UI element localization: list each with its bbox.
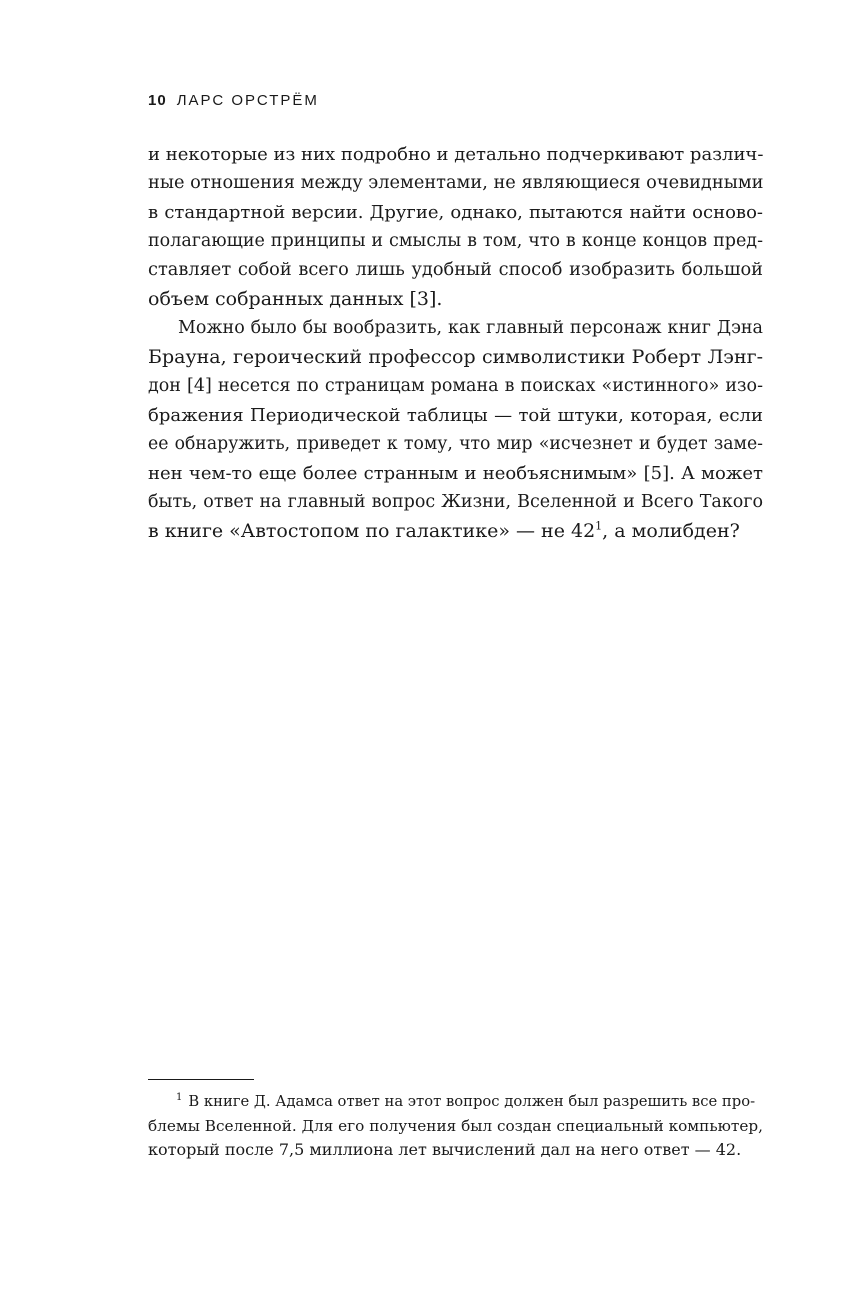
text-line: Можно было бы вообразить, как главный персонаж книг Дэна [178,318,763,338]
text-line: ее обнаружить, приведет к тому, что мир «исчезнет и будет заме- [148,434,763,454]
text-fragment: , а молибден? [602,520,740,542]
footnote [148,1090,763,1162]
text-line [148,517,763,546]
paragraph-1 [148,140,763,314]
footnote-text: В книге Д. Адамса ответ на этот вопрос должен был разрешить все про- [188,1093,756,1110]
text-line: в стандартной версии. Другие, однако, пытаются найти осново- [148,202,763,223]
text-line: нен чем-то еще более странным и необъяснимым» [5]. А может [148,463,763,484]
text-line: полагающие принципы и смыслы в том, что в конце концов пред- [148,231,763,251]
footnote-mark: 1 [176,1092,183,1104]
text-line: и некоторые из них подробно и детально подчеркивают различ- [148,144,764,165]
footnote-divider [148,1079,254,1080]
text-line: Брауна, героический профессор символистики Роберт Лэнг- [148,346,763,368]
footnote-line [148,1090,763,1114]
footnote-line: который после 7,5 миллиона лет вычислений дал на него ответ — 42. [148,1140,742,1159]
text-line: ставляет собой всего лишь удобный способ изобразить большой [148,260,763,280]
footnote-line: блемы Вселенной. Для его получения был создан специальный компьютер, [148,1117,763,1135]
paragraph-2 [148,314,763,546]
text-line: бражения Периодической таблицы — той штуки, которая, если [148,405,763,426]
page-number: 10 [148,92,167,109]
text-line: объем собранных данных [3]. [148,288,443,310]
text-fragment: в книге «Автостопом по галактике» — не 42 [148,520,596,542]
running-header [148,92,319,109]
text-line: дон [4] несется по страницам романа в поисках «истинного» изо- [148,376,763,396]
text-line: быть, ответ на главный вопрос Жизни, Вселенной и Всего Такого [148,492,763,512]
footnote-reference[interactable]: 1 [595,519,603,533]
running-title: ЛАРС ОРСТРЁМ [176,92,319,109]
main-text [148,140,763,546]
text-line: ные отношения между элементами, не являющиеся очевидными [148,173,764,193]
